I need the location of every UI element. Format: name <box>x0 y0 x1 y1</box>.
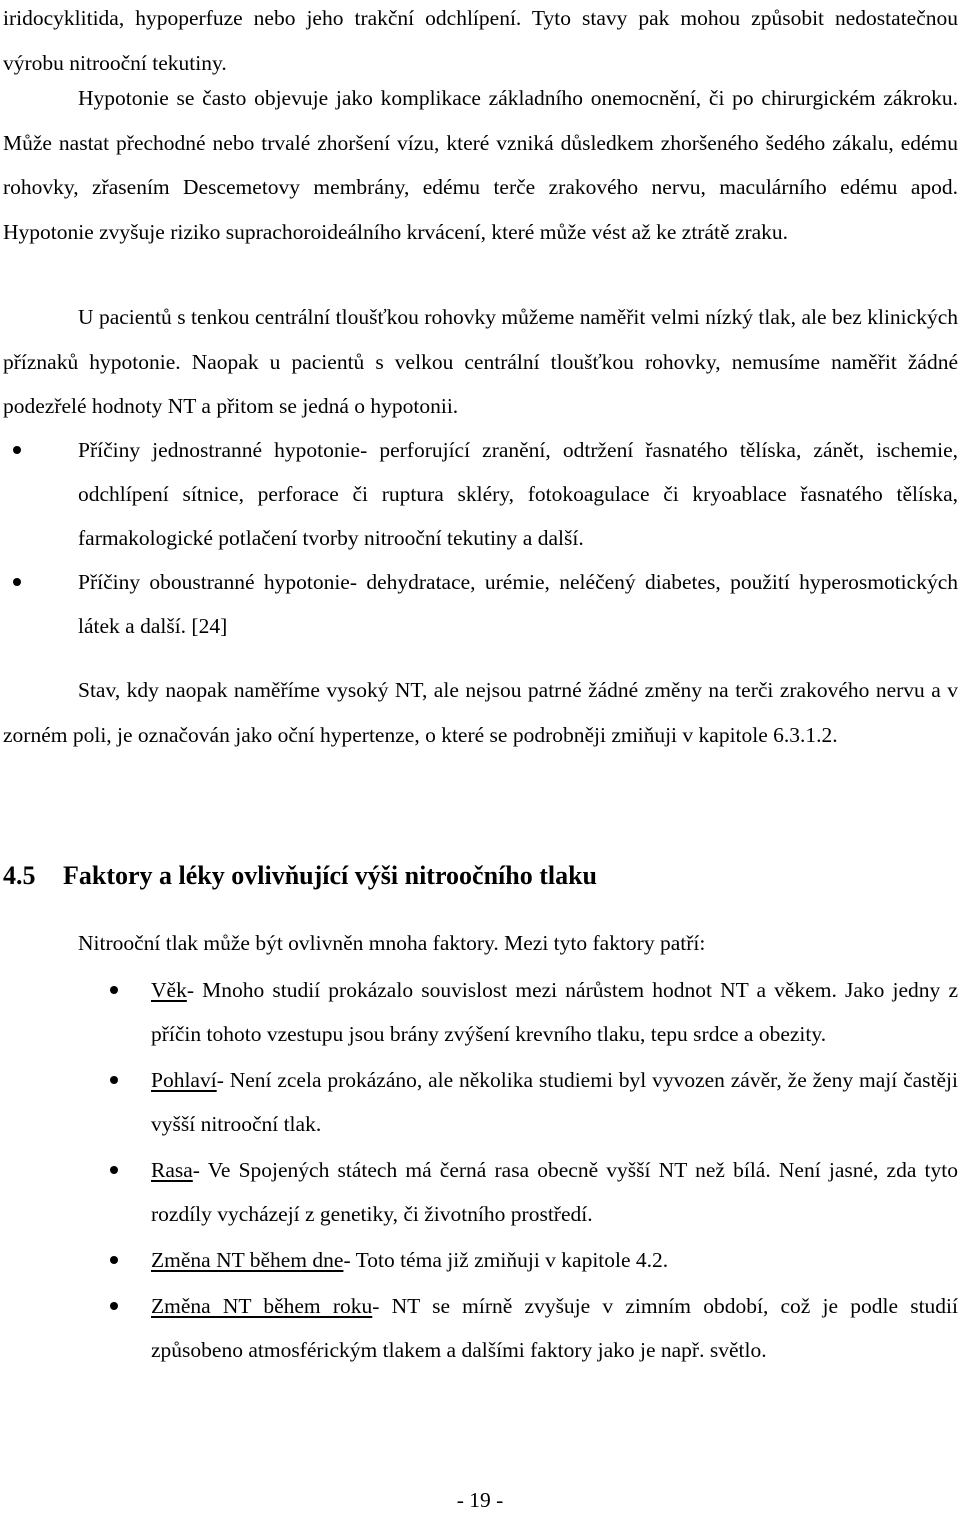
bullet-icon <box>110 986 118 994</box>
factors-intro: Nitrooční tlak může být ovlivněn mnoha faktory. Mezi tyto faktory patří: <box>78 931 706 955</box>
causes-list <box>3 428 958 648</box>
bullet-icon <box>110 1256 118 1264</box>
factor-text: - Ve Spojených státech má černá rasa obecně vyšší NT než bílá. Není jasné, zda tyto rozdíly vycházejí z genetiky, či životního prostředí. <box>151 1158 958 1226</box>
factor-term: Rasa <box>151 1158 193 1182</box>
section-heading <box>3 856 597 896</box>
bullet-icon <box>110 1076 118 1084</box>
bullet-icon <box>13 578 21 586</box>
factor-term: Změna NT během roku <box>151 1294 373 1318</box>
factor-term: Pohlaví <box>151 1068 217 1092</box>
stav-paragraph: Stav, kdy naopak naměříme vysoký NT, ale nejsou patrné žádné změny na terči zrakového nervu a v zorném poli, je označován jako oční hypertenze, o které se podrobněji zmiňuji v kapitole 6.3.1.2. <box>3 678 958 747</box>
intro-paragraph-end: iridocyklitida, hypoperfuze nebo jeho trakční odchlípení. Tyto stavy pak mohou způsobit nedostatečnou výrobu nitrooční tekutiny. <box>3 6 958 75</box>
bullet-icon <box>13 446 21 454</box>
list-item <box>3 428 958 560</box>
bullet-icon <box>110 1166 118 1174</box>
hypotonie-paragraph: Hypotonie se často objevuje jako komplikace základního onemocnění, či po chirurgickém zákroku. Může nastat přechodné nebo trvalé zhoršení vízu, které vzniká důsledkem zhoršeného šedého zákalu, edému rohovky, zřasením Descemetovy membrány, edému terče zrakového nervu, maculárního edému apod. Hypotonie zvyšuje riziko suprachoroideálního krvácení, které může vést až ke ztrátě zraku. <box>3 86 958 244</box>
factor-text: - Není zcela prokázáno, ale několika studiemi byl vyvozen závěr, že ženy mají častěji vyšší nitrooční tlak. <box>151 1068 958 1136</box>
factor-text: - Mnoho studií prokázalo souvislost mezi nárůstem hodnot NT a věkem. Jako jedny z příčin tohoto vzestupu jsou brány zvýšení krevního tlaku, tepu srdce a obezity. <box>151 978 958 1046</box>
list-item <box>3 1148 958 1236</box>
section-title: Faktory a léky ovlivňující výši nitroočního tlaku <box>63 861 598 890</box>
factor-text: - Toto téma již zmiňuji v kapitole 4.2. <box>343 1248 669 1272</box>
cause-unilateral: Příčiny jednostranné hypotonie- perforující zranění, odtržení řasnatého tělíska, zánět, ischemie, odchlípení sítnice, perforace či ruptura skléry, fotokoagulace či kryoablace řasnatého tělíska, farmakologické potlačení tvorby nitrooční tekutiny a další. <box>78 438 958 550</box>
list-item <box>3 968 958 1056</box>
pacienti-paragraph: U pacientů s tenkou centrální tloušťkou rohovky můžeme naměřit velmi nízký tlak, ale bez klinických příznaků hypotonie. Naopak u pacientů s velkou centrální tloušťkou rohovky, nemusíme naměřit žádné podezřelé hodnoty NT a přitom se jedná o hypotonii. <box>3 305 958 418</box>
factor-term: Změna NT během dne <box>151 1248 344 1272</box>
factor-text: - NT se mírně zvyšuje v zimním období, což je podle studií způsobeno atmosférickým tlakem a dalšími faktory jako je např. světlo. <box>151 1294 958 1362</box>
bullet-icon <box>110 1302 118 1310</box>
page-number: - 19 - <box>456 1488 504 1512</box>
list-item <box>3 1238 958 1282</box>
list-item <box>3 1058 958 1146</box>
cause-bilateral: Příčiny oboustranné hypotonie- dehydratace, urémie, neléčený diabetes, použití hyperosmotických látek a další. [24] <box>78 570 958 638</box>
factor-term: Věk <box>151 978 187 1002</box>
list-item <box>3 560 958 648</box>
list-item <box>3 1284 958 1372</box>
factors-list <box>3 968 958 1372</box>
section-number: 4.5 <box>3 861 36 890</box>
